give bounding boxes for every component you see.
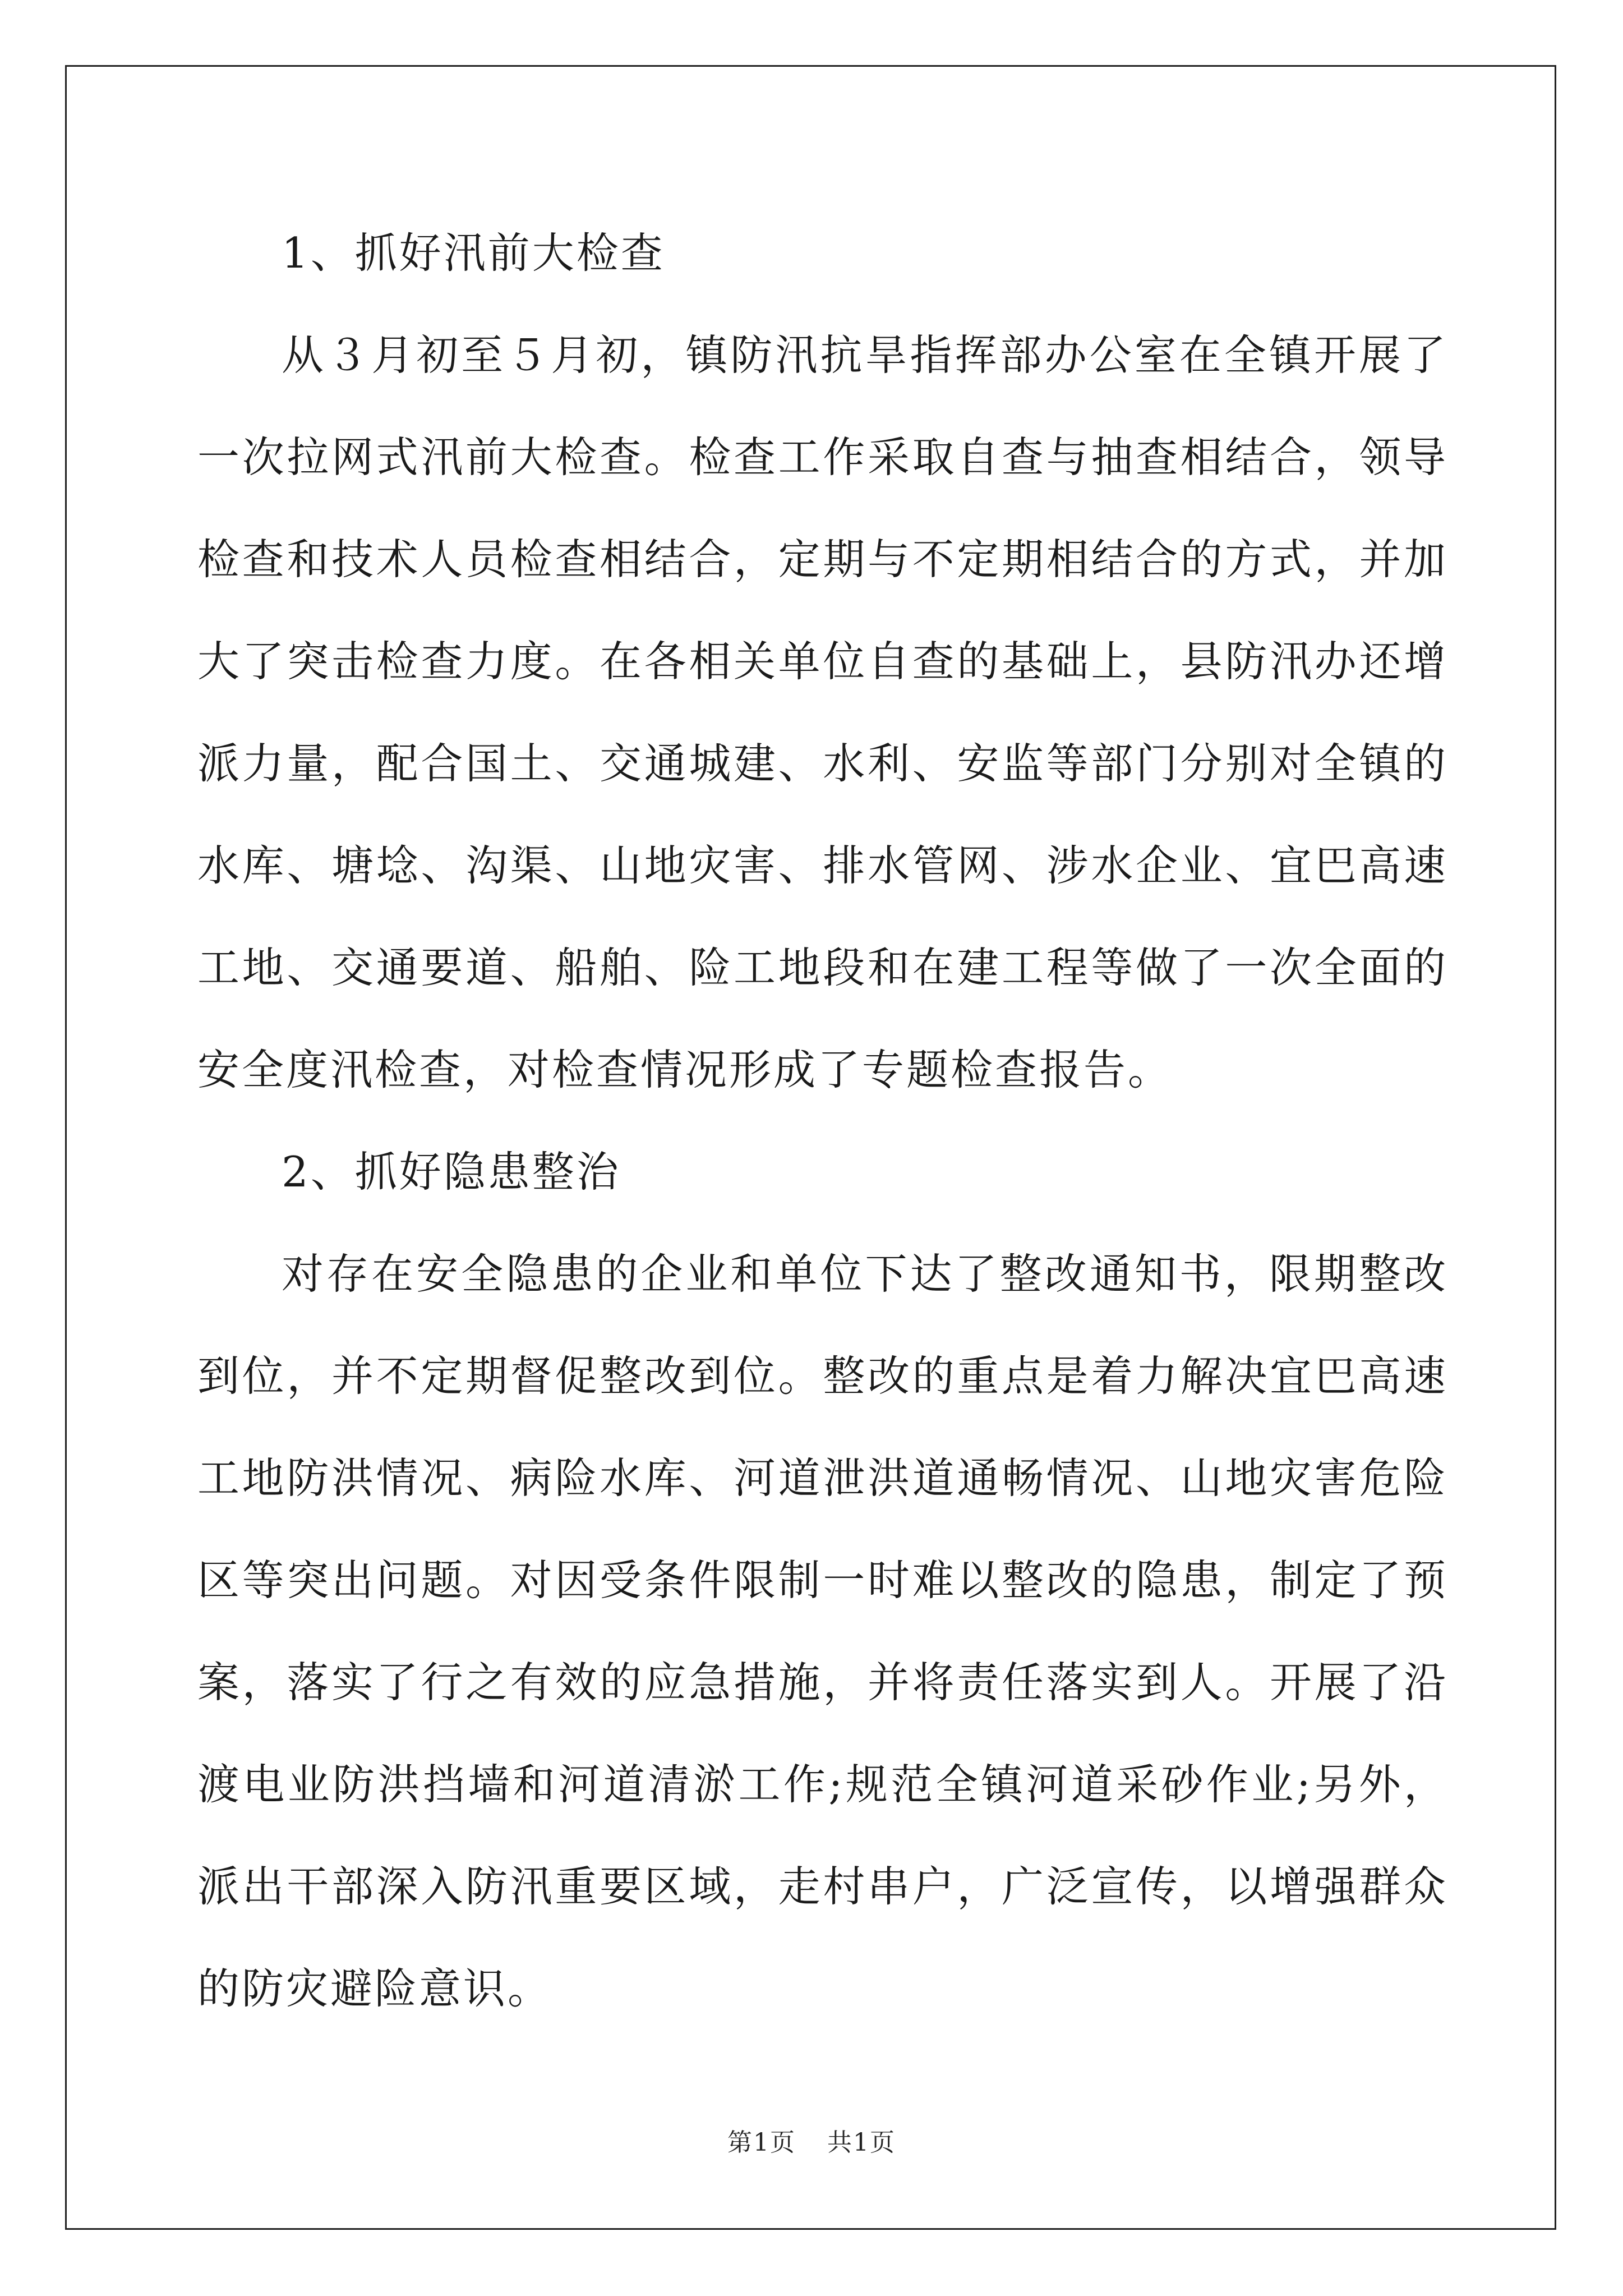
- section-heading: 2、抓好隐患整治: [282, 1147, 621, 1197]
- section-paragraph: 对存在安全隐患的企业和单位下达了整改通知书，限期整改到位，并不定期督促整改到位。整改的重点是着力解决宜巴高速工地防洪情况、病险水库、河道泄洪道通畅情况、山地灾害危险区等突出问题。对因受条件限制一时难以整改的隐患，制定了预案，落实了行之有效的应急措施，并将责任落实到人。开展了沿渡电业防洪挡墙和河道清淤工作;规范全镇河道采砂作业;另外，派出干部深入防汛重要区域，走村串户，广泛宣传，以增强群众的防灾避险意识。: [197, 1249, 1448, 2013]
- page-footer: [0, 2126, 1623, 2160]
- section-1: [197, 202, 1448, 1121]
- section-paragraph: 从３月初至５月初，镇防汛抗旱指挥部办公室在全镇开展了一次拉网式汛前大检查。检查工作采取自查与抽查相结合，领导检查和技术人员检查相结合，定期与不定期相结合的方式，并加大了突击检查力度。在各相关单位自查的基础上，县防汛办还增派力量，配合国土、交通城建、水利、安监等部门分别对全镇的水库、塘埝、沟渠、山地灾害、排水管网、涉水企业、宜巴高速工地、交通要道、船舶、险工地段和在建工程等做了一次全面的安全度汛检查，对检查情况形成了专题检查报告。: [197, 330, 1448, 1094]
- section-heading: 1、抓好汛前大检查: [282, 228, 665, 278]
- page-number: 第1页: [727, 2128, 796, 2157]
- section-2: [197, 1121, 1448, 2040]
- document-body: [197, 202, 1448, 2040]
- page-total: 共1页: [827, 2128, 896, 2157]
